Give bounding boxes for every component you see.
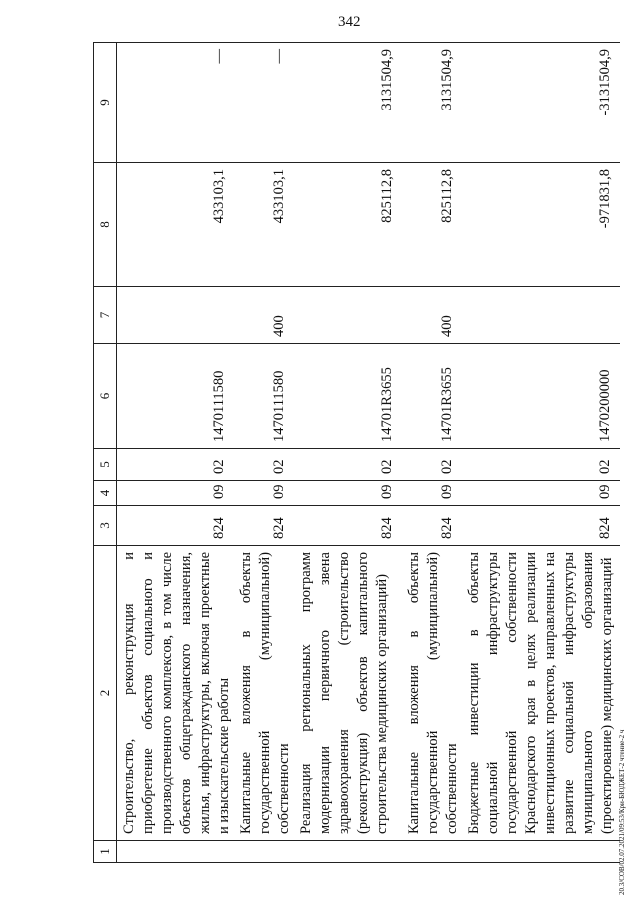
cell-c5: 02	[462, 449, 620, 481]
cell-c5: 02	[117, 449, 235, 481]
cell-c9: —	[234, 43, 294, 163]
cell-c8: -971831,8	[462, 163, 620, 287]
cell-c9: 3131504,9	[402, 43, 462, 163]
cell-empty	[462, 841, 620, 863]
table-row	[462, 43, 620, 863]
col-header-1: 1	[94, 841, 117, 863]
col-header-8: 8	[94, 163, 117, 287]
cell-c6: 14701R3655	[402, 344, 462, 449]
table-row	[294, 43, 402, 863]
cell-c8: 433103,1	[117, 163, 235, 287]
col-header-5: 5	[94, 449, 117, 481]
cell-c5: 02	[402, 449, 462, 481]
cell-c9: 3131504,9	[294, 43, 402, 163]
cell-c6: 1470200000	[462, 344, 620, 449]
cell-c8: 825112,8	[294, 163, 402, 287]
cell-c9: —	[117, 43, 235, 163]
row-name: Реализация региональных программ модернизации первичного звена здравоохранения (строительство (реконструкция) объектов капитального строительства медицинских организаций)	[294, 546, 402, 841]
side-stamp: 20.3/СОВ/02.07.2021/09:53/Кри-БЮДЖЕТ-2 чтение-2 ч	[618, 729, 626, 895]
cell-c6: 1470111580	[117, 344, 235, 449]
cell-empty	[234, 841, 294, 863]
cell-empty	[294, 841, 402, 863]
cell-c4: 09	[234, 481, 294, 506]
cell-c3: 824	[234, 506, 294, 546]
row-name: Капитальные вложения в объекты государственной (муниципальной) собственности	[402, 546, 462, 841]
cell-c7	[294, 287, 402, 344]
cell-c4: 09	[294, 481, 402, 506]
cell-c3: 824	[462, 506, 620, 546]
col-header-4: 4	[94, 481, 117, 506]
cell-c8: 433103,1	[234, 163, 294, 287]
cell-empty	[117, 841, 235, 863]
row-name: Бюджетные инвестиции в объекты социальной инфраструктуры государственной собственности Краснодарского края в целях реализации инвестиционных проектов, направленных на развитие социальной инфраструктуры муниципального образования (проектирование) медицинских организаций	[462, 546, 620, 841]
header-row	[94, 43, 117, 863]
cell-c8: 825112,8	[402, 163, 462, 287]
page-number: 342	[338, 14, 361, 30]
cell-c4: 09	[117, 481, 235, 506]
table-row	[402, 43, 462, 863]
cell-c5: 02	[234, 449, 294, 481]
row-name: Строительство, реконструкция и приобретение объектов социального и производственного комплексов, в том числе объектов общегражданского назначения, жилья, инфраструктуры, включая проектные и изыскательские работы	[117, 546, 235, 841]
cell-c4: 09	[462, 481, 620, 506]
budget-table	[93, 42, 620, 863]
col-header-3: 3	[94, 506, 117, 546]
cell-c7	[462, 287, 620, 344]
cell-c3: 824	[402, 506, 462, 546]
cell-c9: -3131504,9	[462, 43, 620, 163]
cell-c7: 400	[234, 287, 294, 344]
table-row	[234, 43, 294, 863]
col-header-2: 2	[94, 546, 117, 841]
cell-c6: 1470111580	[234, 344, 294, 449]
cell-c3: 824	[117, 506, 235, 546]
cell-c3: 824	[294, 506, 402, 546]
budget-table-rotated	[93, 43, 615, 863]
cell-c4: 09	[402, 481, 462, 506]
col-header-9: 9	[94, 43, 117, 163]
table-row	[117, 43, 235, 863]
cell-c7: 400	[402, 287, 462, 344]
cell-c6: 14701R3655	[294, 344, 402, 449]
cell-empty	[402, 841, 462, 863]
cell-c7	[117, 287, 235, 344]
col-header-7: 7	[94, 287, 117, 344]
row-name: Капитальные вложения в объекты государственной (муниципальной) собственности	[234, 546, 294, 841]
cell-c5: 02	[294, 449, 402, 481]
col-header-6: 6	[94, 344, 117, 449]
